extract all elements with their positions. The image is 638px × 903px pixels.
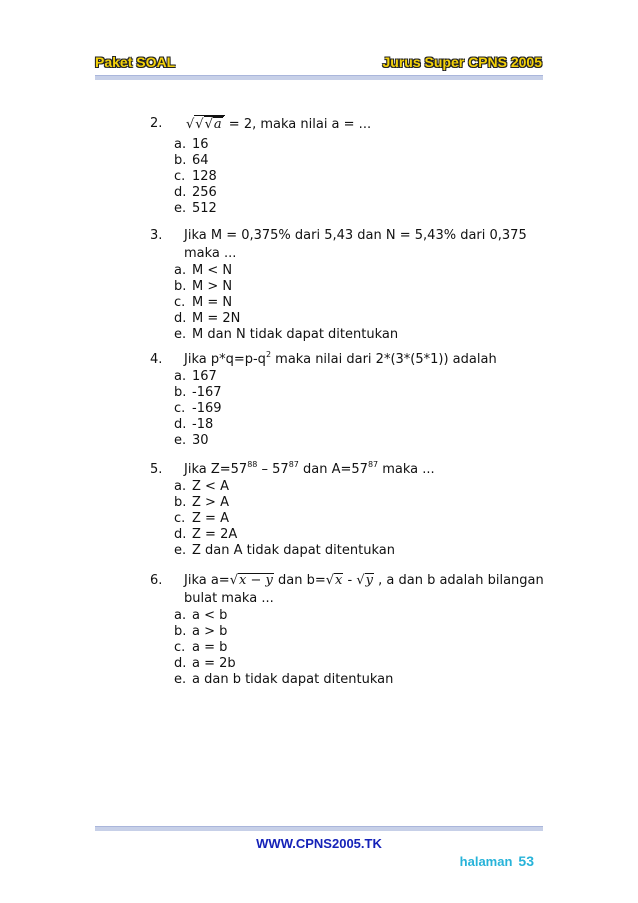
footer-url-link[interactable]: WWW.CPNS2005.TK (256, 836, 382, 851)
header-right-title: Jurus Super CPNS 2005 (382, 54, 542, 70)
question-text: Jika $p*q=p-q^2$ maka nilai dari 2*(3*(5*1)) adalah (184, 350, 497, 367)
option-b[interactable]: b. Z > A (174, 495, 229, 510)
sqrt-x-minus-y: √x − y (229, 573, 273, 588)
header-left-title: Paket SOAL (95, 54, 176, 70)
page-number-value: 53 (518, 853, 534, 869)
question-2 (150, 115, 550, 217)
question-text-line2: bulat maka ... (184, 591, 274, 606)
question-text: = 2, maka nilai a = ... (228, 117, 372, 132)
question-text: Jika $Z=57^{88} - 57^{87}$ dan $A=57^{87}$ maka ... (184, 460, 435, 477)
sqrt-x: √x (325, 573, 343, 588)
option-c[interactable]: c. Z = A (174, 511, 229, 526)
option-b[interactable]: b. M > N (174, 279, 233, 294)
option-b[interactable]: b. 64 (174, 153, 209, 168)
question-4 (150, 351, 550, 449)
footer-rule (95, 826, 543, 831)
question-number: 6. (150, 573, 163, 588)
question-number: 3. (150, 228, 163, 243)
option-e[interactable]: e. a dan b tidak dapat ditentukan (174, 672, 394, 687)
option-c[interactable]: c. M = N (174, 295, 233, 310)
option-a[interactable]: a. 167 (174, 369, 217, 384)
option-e[interactable]: e. 512 (174, 201, 217, 216)
option-c[interactable]: c. -169 (174, 401, 222, 416)
option-d[interactable]: d. 256 (174, 185, 217, 200)
option-c[interactable]: c. 128 (174, 169, 217, 184)
option-b[interactable]: b. a > b (174, 624, 228, 639)
option-d[interactable]: d. Z = 2A (174, 527, 238, 542)
header-rule (95, 75, 543, 80)
nested-sqrt-expression: √√√a (186, 117, 225, 132)
option-b[interactable]: b. -167 (174, 385, 222, 400)
question-6 (150, 572, 550, 688)
question-number: 2. (150, 116, 163, 131)
question-text-line1: Jika M = 0,375% dari 5,43 dan N = 5,43% dari 0,375 (184, 228, 527, 243)
question-number: 4. (150, 352, 163, 367)
option-d[interactable]: d. a = 2b (174, 656, 236, 671)
question-3 (150, 227, 550, 343)
question-5 (150, 461, 550, 559)
page-label: halaman (459, 854, 513, 869)
sqrt-y: √y (356, 573, 373, 588)
option-c[interactable]: c. a = b (174, 640, 228, 655)
option-a[interactable]: a. 16 (174, 137, 209, 152)
option-a[interactable]: a. Z < A (174, 479, 229, 494)
option-e[interactable]: e. Z dan A tidak dapat ditentukan (174, 543, 395, 558)
option-a[interactable]: a. M < N (174, 263, 233, 278)
option-d[interactable]: d. M = 2N (174, 311, 241, 326)
option-e[interactable]: e. M dan N tidak dapat ditentukan (174, 327, 399, 342)
option-e[interactable]: e. 30 (174, 433, 209, 448)
option-d[interactable]: d. -18 (174, 417, 214, 432)
question-number: 5. (150, 462, 163, 477)
question-text-line2: maka ... (184, 246, 237, 261)
page-number (460, 853, 534, 869)
option-a[interactable]: a. a < b (174, 608, 228, 623)
question-text-line1: Jika a=√x − y dan b=√x - √y , a dan b adalah bilangan (184, 573, 544, 588)
